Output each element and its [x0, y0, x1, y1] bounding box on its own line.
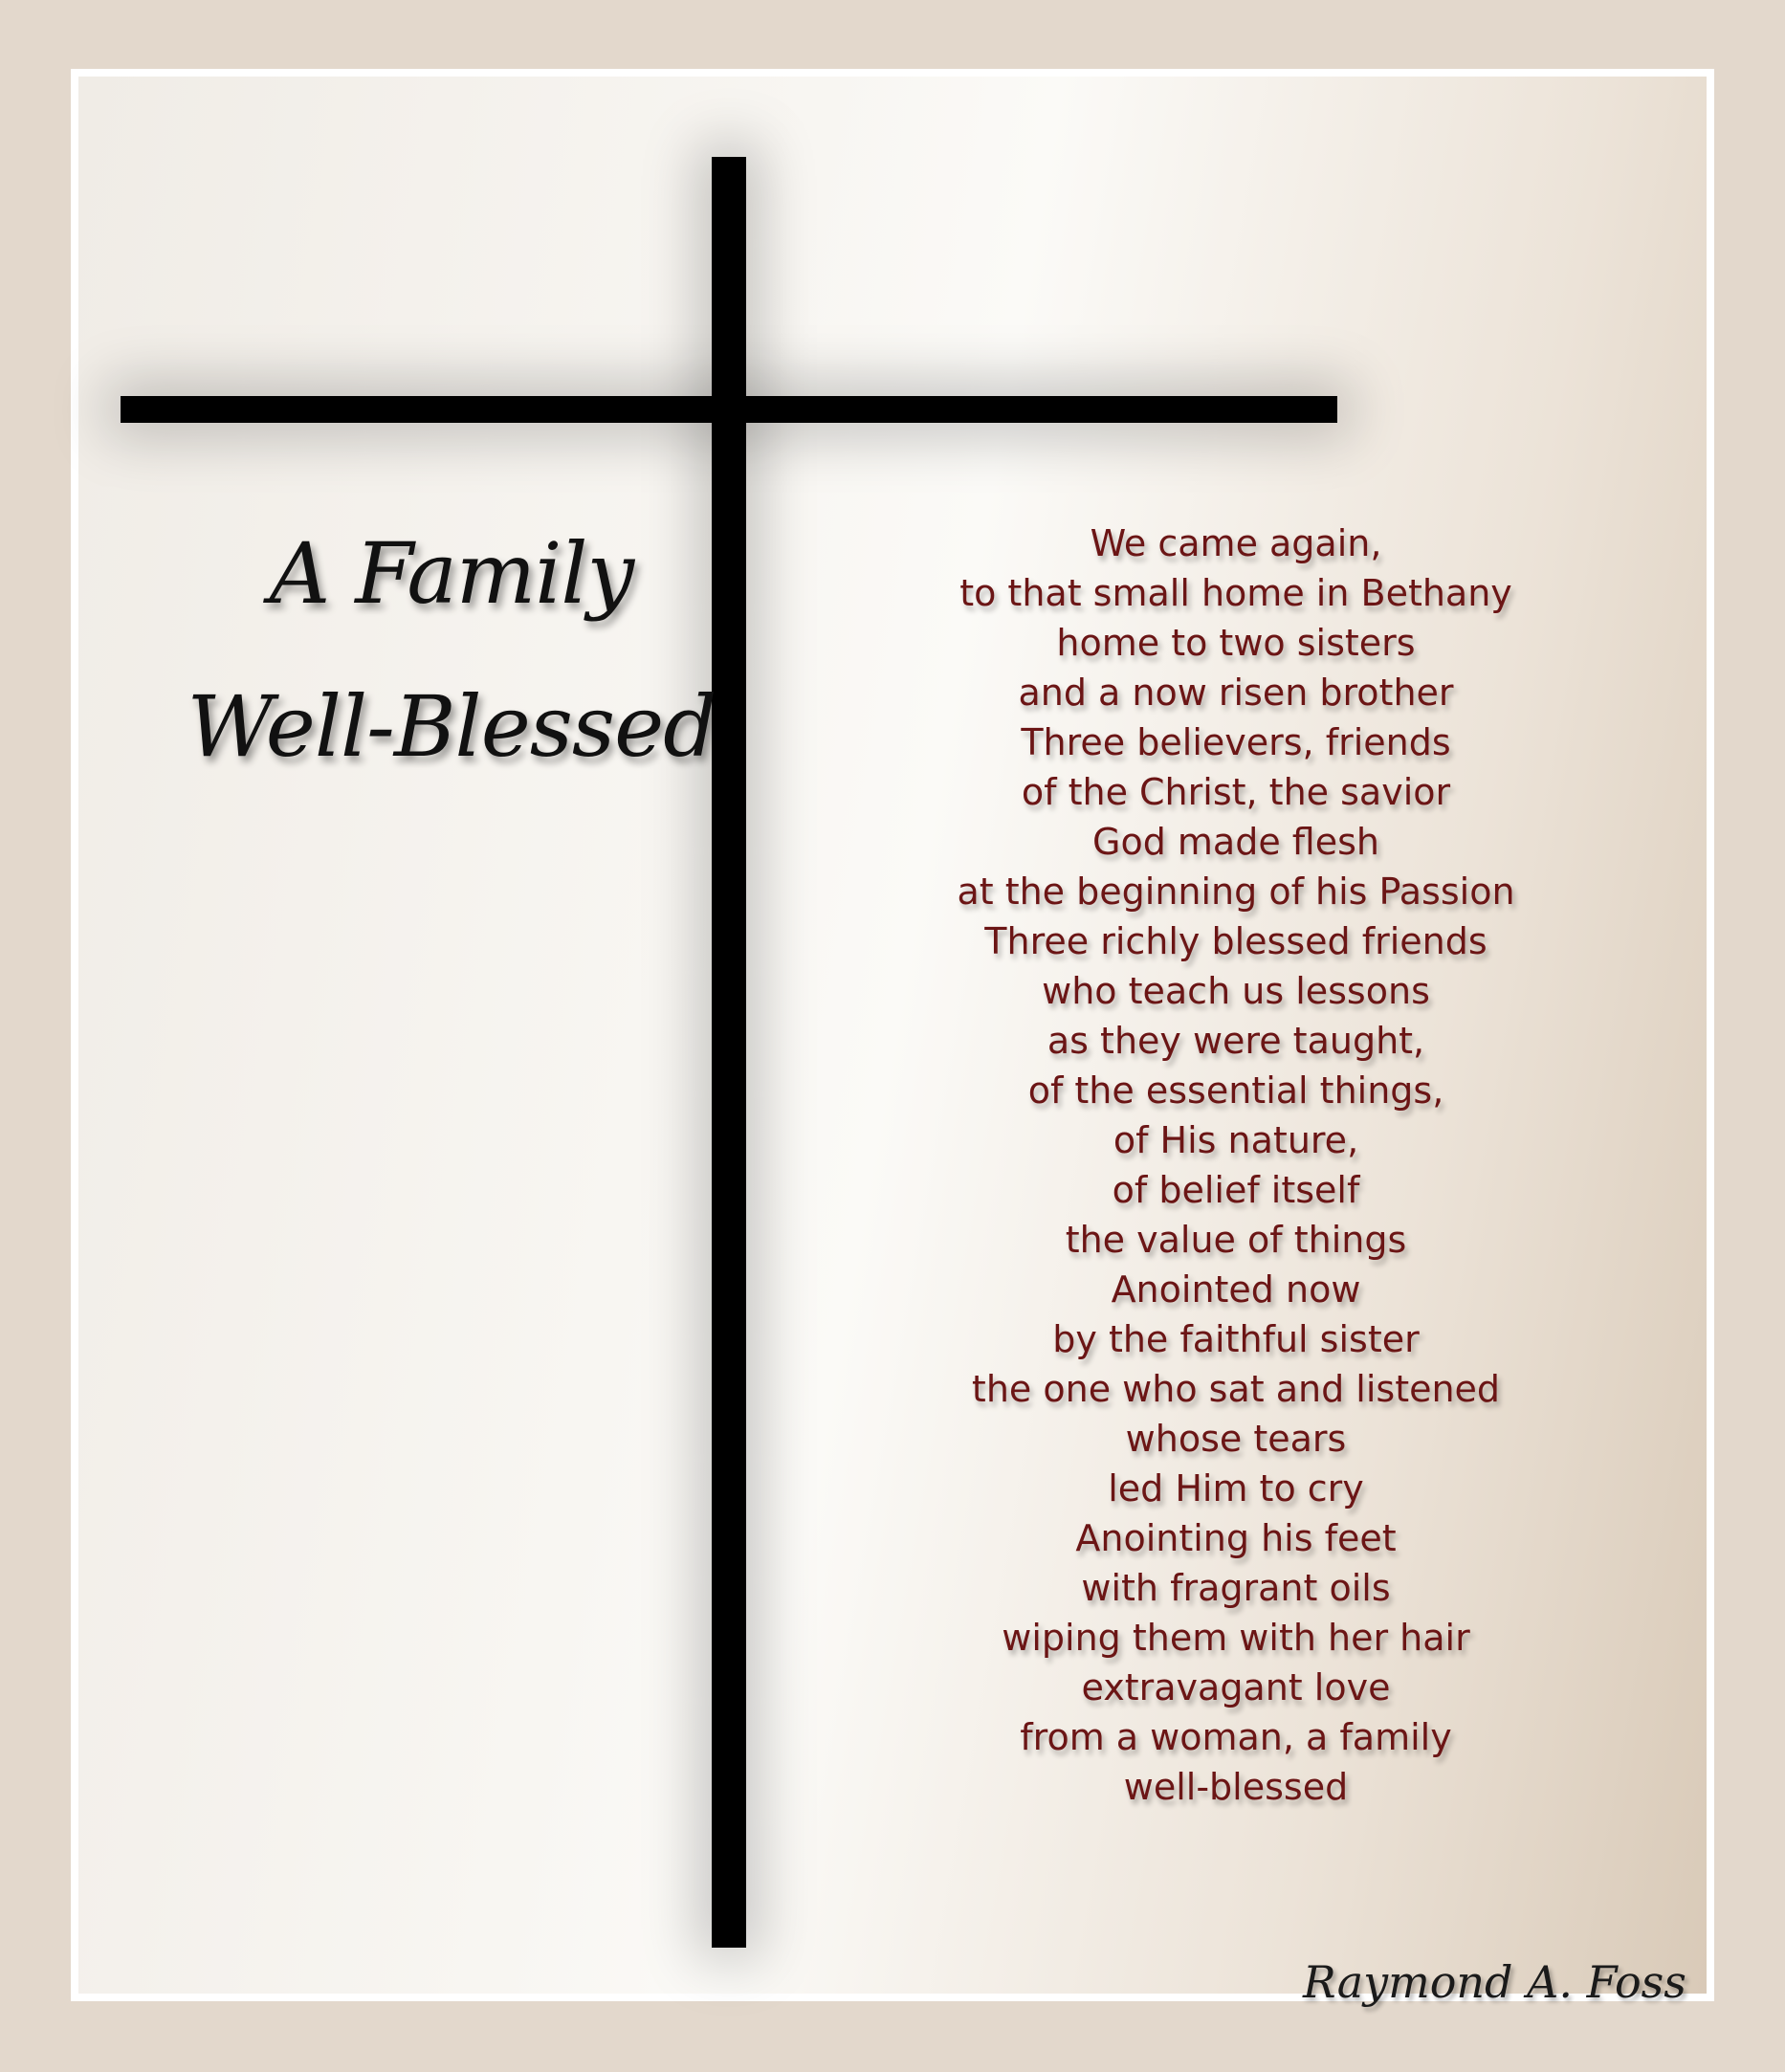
poem-line: by the faithful sister: [1052, 1318, 1420, 1360]
poem-line: home to two sisters: [1056, 622, 1416, 664]
poem-line: Three richly blessed friends: [984, 920, 1488, 962]
poem-title: [174, 497, 729, 804]
poem-line: and a now risen brother: [1018, 672, 1454, 714]
poem-line: wiping them with her hair: [1002, 1617, 1470, 1659]
cross-vertical-beam: [712, 157, 746, 1948]
poem-line: at the beginning of his Passion: [957, 871, 1515, 913]
poem-line: who teach us lessons: [1042, 970, 1430, 1012]
cross-horizontal-beam: [121, 396, 1337, 423]
author-signature: Raymond A. Foss: [1303, 1956, 1686, 2008]
poem-line: Anointing his feet: [1075, 1517, 1397, 1559]
poem-line: Anointed now: [1111, 1268, 1361, 1311]
poem-line: of belief itself: [1112, 1169, 1360, 1211]
poem-line: of the essential things,: [1027, 1069, 1444, 1112]
poem-line: the value of things: [1065, 1219, 1407, 1261]
poem-line: from a woman, a family: [1020, 1716, 1452, 1758]
poem-line: the one who sat and listened: [971, 1368, 1501, 1410]
poem-line: of His nature,: [1113, 1119, 1359, 1161]
title-line-1: A Family: [269, 524, 634, 623]
poem-line: of the Christ, the savior: [1021, 771, 1451, 813]
poem-line: whose tears: [1125, 1418, 1347, 1460]
poem-line: We came again,: [1090, 522, 1382, 564]
poem-line: God made flesh: [1092, 821, 1379, 863]
poem-body: [901, 518, 1571, 1812]
poem-line: with fragrant oils: [1081, 1567, 1391, 1609]
poem-line: led Him to cry: [1108, 1467, 1364, 1510]
poem-line: extravagant love: [1081, 1666, 1391, 1708]
poem-line: to that small home in Bethany: [959, 572, 1512, 614]
title-line-2: Well-Blessed: [187, 677, 716, 776]
poem-card: [71, 69, 1714, 2008]
poem-line: well-blessed: [1123, 1766, 1349, 1808]
poem-line: as they were taught,: [1047, 1020, 1425, 1062]
poem-line: Three believers, friends: [1021, 721, 1451, 763]
